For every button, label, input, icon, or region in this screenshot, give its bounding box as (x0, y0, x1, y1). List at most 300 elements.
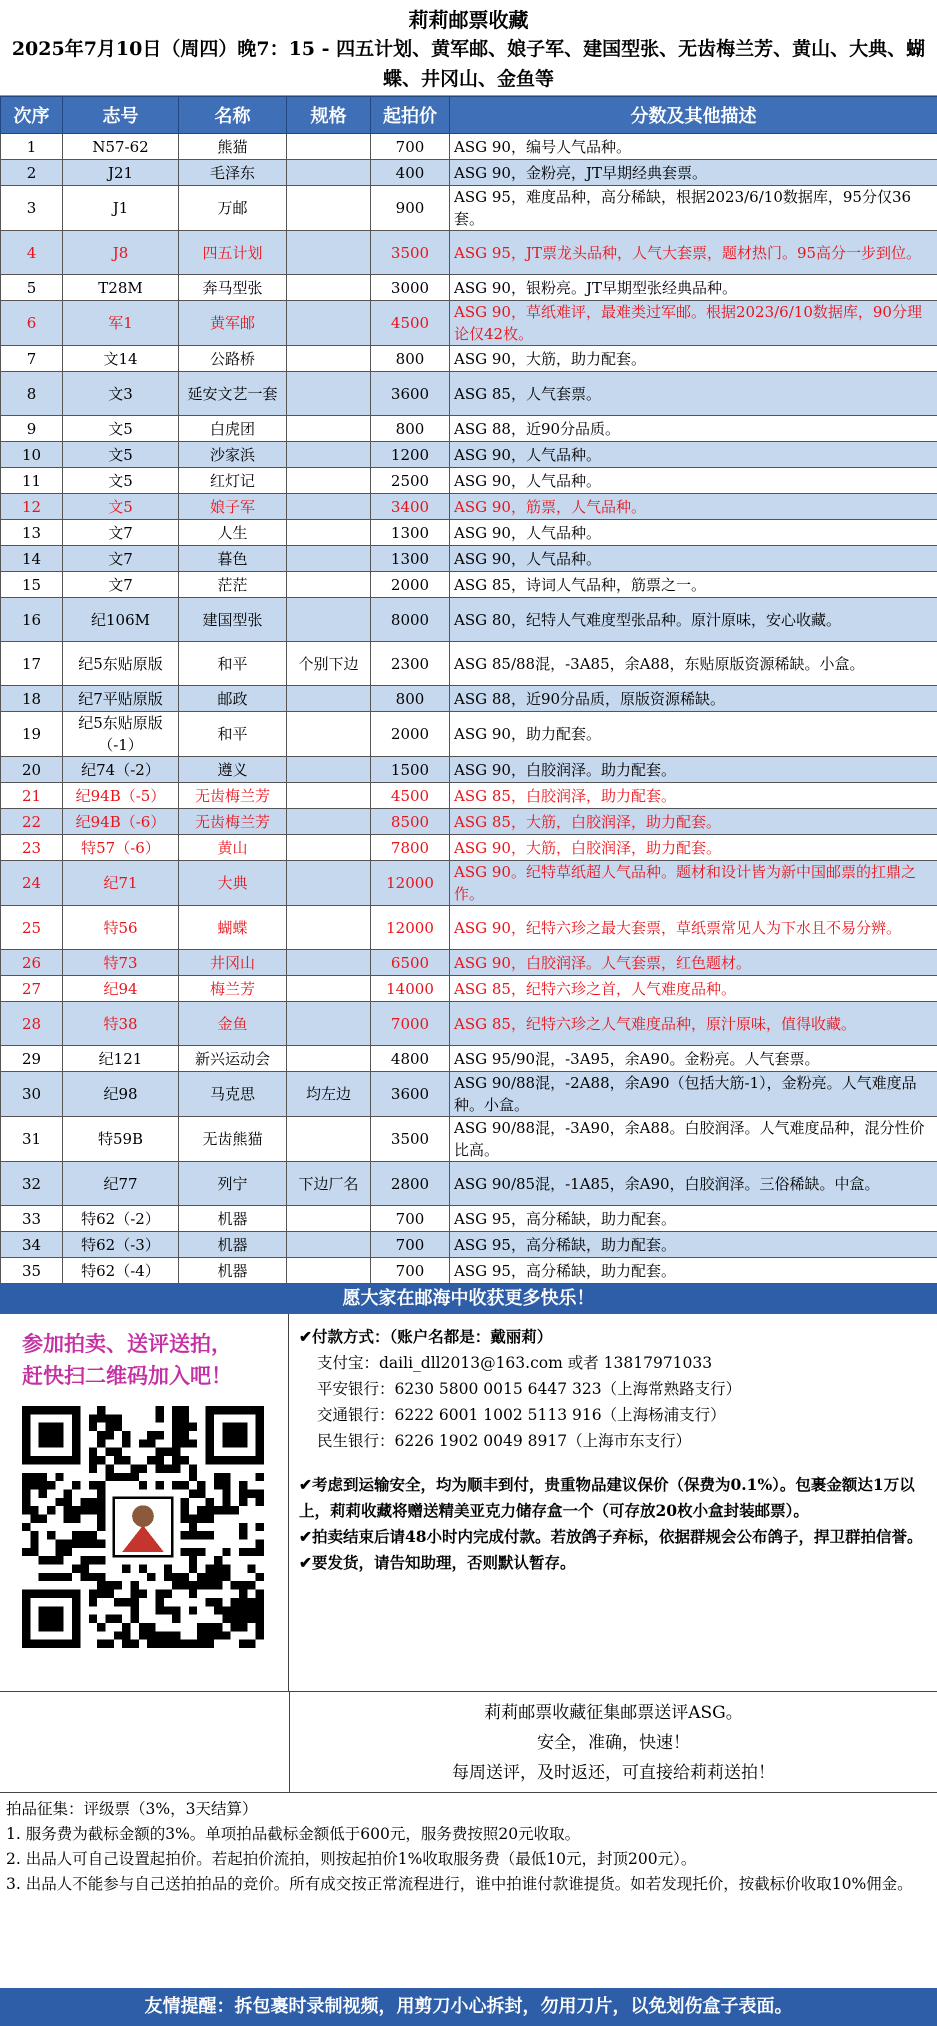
lot-spec (287, 809, 371, 835)
qr-module (30, 1540, 38, 1548)
qr-module (256, 1615, 264, 1623)
qr-module (89, 1423, 97, 1431)
lot-order: 8 (1, 372, 63, 416)
lot-code: 军1 (63, 301, 179, 346)
qr-module (231, 1598, 239, 1606)
table-row (1, 186, 937, 231)
lot-order: 25 (1, 906, 63, 950)
table-row (1, 160, 937, 186)
qr-module (114, 1423, 122, 1431)
lot-name: 黄军邮 (179, 301, 287, 346)
qr-module (22, 1506, 30, 1514)
qr-module (30, 1481, 38, 1489)
table-row (1, 231, 937, 275)
lot-order: 35 (1, 1258, 63, 1284)
lot-code: 纪5东贴原版（-1） (63, 712, 179, 757)
qr-module (247, 1615, 255, 1623)
lot-name: 白虎团 (179, 416, 287, 442)
lot-order: 33 (1, 1206, 63, 1232)
lot-start-price: 700 (371, 1206, 450, 1232)
qr-module (172, 1464, 180, 1472)
lot-start-price: 4500 (371, 783, 450, 809)
lot-spec (287, 712, 371, 757)
qr-module (197, 1514, 205, 1522)
qr-module (156, 1598, 164, 1606)
lot-name: 和平 (179, 712, 287, 757)
lot-start-price: 1500 (371, 757, 450, 783)
payment-bocom: 交通银行：6222 6001 1002 5113 916（上海杨浦支行） (317, 1406, 726, 1424)
table-row (1, 1046, 937, 1072)
lot-spec (287, 1002, 371, 1046)
qr-module (139, 1565, 147, 1573)
lot-start-price: 3500 (371, 1117, 450, 1162)
lot-code: 纪121 (63, 1046, 179, 1072)
qr-module (97, 1523, 105, 1531)
lot-code: 特38 (63, 1002, 179, 1046)
lot-spec (287, 186, 371, 231)
lot-code: 纪106M (63, 598, 179, 642)
lot-description: ASG 90/85混，-1A85，余A90，白胶润泽。三俗稀缺。中盒。 (450, 1162, 937, 1206)
qr-module (47, 1573, 55, 1581)
qr-module (189, 1473, 197, 1481)
lot-name: 万邮 (179, 186, 287, 231)
lot-name: 无齿梅兰芳 (179, 783, 287, 809)
lot-name: 毛泽东 (179, 160, 287, 186)
lots-table-body (1, 134, 937, 1284)
lot-spec (287, 757, 371, 783)
lot-spec (287, 861, 371, 906)
qr-module (172, 1640, 180, 1648)
qr-module (214, 1556, 222, 1564)
qr-module (189, 1439, 197, 1447)
qr-module (214, 1573, 222, 1581)
lot-code: N57-62 (63, 134, 179, 160)
qr-module (122, 1439, 130, 1447)
qr-module (239, 1481, 247, 1489)
qr-module (256, 1590, 264, 1598)
invite-text-1: 参加拍卖、送评送拍， (22, 1331, 232, 1356)
qr-module (89, 1448, 97, 1456)
lot-description: ASG 95，JT票龙头品种，人气大套票，题材热门。95高分一步到位。 (450, 231, 937, 275)
lot-start-price: 6500 (371, 950, 450, 976)
lot-name: 黄山 (179, 835, 287, 861)
qr-module (247, 1640, 255, 1648)
col-header-order: 次序 (1, 97, 63, 134)
qr-module (156, 1606, 164, 1614)
qr-module (214, 1481, 222, 1489)
qr-module (231, 1615, 239, 1623)
qr-module (231, 1623, 239, 1631)
col-header-code: 志号 (63, 97, 179, 134)
qr-module (247, 1548, 255, 1556)
lot-name: 遵义 (179, 757, 287, 783)
qr-module (55, 1540, 63, 1548)
lot-order: 15 (1, 572, 63, 598)
lot-name: 列宁 (179, 1162, 287, 1206)
qr-module (105, 1640, 113, 1648)
qr-module (256, 1573, 264, 1581)
lot-order: 26 (1, 950, 63, 976)
qr-module (30, 1514, 38, 1522)
lot-spec (287, 598, 371, 642)
qr-module (214, 1623, 222, 1631)
qr-module (239, 1615, 247, 1623)
qr-module (239, 1581, 247, 1589)
lot-description: ASG 95，高分稀缺，助力配套。 (450, 1206, 937, 1232)
qr-module (89, 1506, 97, 1514)
lot-spec (287, 1258, 371, 1284)
lot-start-price: 4500 (371, 301, 450, 346)
qr-module (256, 1473, 264, 1481)
qr-module (64, 1514, 72, 1522)
qr-module (89, 1498, 97, 1506)
qr-module (189, 1423, 197, 1431)
table-row (1, 1072, 937, 1117)
lot-spec: 下边厂名 (287, 1162, 371, 1206)
lot-description: ASG 85，诗词人气品种，筋票之一。 (450, 572, 937, 598)
qr-module (130, 1615, 138, 1623)
lot-start-price: 8500 (371, 809, 450, 835)
table-row (1, 598, 937, 642)
lot-code: 纪5东贴原版 (63, 642, 179, 686)
lot-description: ASG 90，人气品种。 (450, 546, 937, 572)
qr-module (89, 1540, 97, 1548)
qr-module (231, 1581, 239, 1589)
lot-start-price: 700 (371, 1258, 450, 1284)
qr-module (122, 1456, 130, 1464)
lot-order: 4 (1, 231, 63, 275)
qr-module (222, 1631, 230, 1639)
rules-section (0, 1793, 937, 1897)
qr-module (97, 1540, 105, 1548)
qr-code-icon[interactable] (22, 1406, 264, 1648)
qr-module (130, 1581, 138, 1589)
lot-start-price: 7800 (371, 835, 450, 861)
lot-spec (287, 346, 371, 372)
qr-module (114, 1448, 122, 1456)
payment-alipay: 支付宝：daili_dll2013@163.com 或者 13817971033 (317, 1354, 713, 1372)
lot-code: 文5 (63, 468, 179, 494)
lot-description: ASG 90，筋票，人气品种。 (450, 494, 937, 520)
lot-code: 文7 (63, 546, 179, 572)
qr-module (181, 1439, 189, 1447)
lot-name: 马克思 (179, 1072, 287, 1117)
lot-spec (287, 950, 371, 976)
lot-name: 红灯记 (179, 468, 287, 494)
qr-module (156, 1414, 164, 1422)
qr-module (55, 1548, 63, 1556)
lot-order: 10 (1, 442, 63, 468)
lot-start-price: 3600 (371, 372, 450, 416)
qr-module (89, 1615, 97, 1623)
qr-module (172, 1423, 180, 1431)
lot-description: ASG 95/90混，-3A95，余A90。金粉亮。人气套票。 (450, 1046, 937, 1072)
qr-module (172, 1456, 180, 1464)
qr-module (214, 1606, 222, 1614)
table-row (1, 976, 937, 1002)
rule-3: 3. 出品人不能参与自己送拍拍品的竞价。所有成交按正常流程进行，谁中拍谁付款谁提货。如若发现托价，按截标价收取10%佣金。 (6, 1875, 913, 1893)
qr-module (89, 1481, 97, 1489)
rule-2: 2. 出品人可自己设置起拍价。若起拍价流拍，则按起拍价1%收取服务费（最低10元，封顶200元）。 (6, 1850, 697, 1868)
qr-module (156, 1640, 164, 1648)
qr-module (47, 1481, 55, 1489)
qr-module (239, 1606, 247, 1614)
lot-name: 机器 (179, 1232, 287, 1258)
qr-module (181, 1506, 189, 1514)
lot-start-price: 1300 (371, 520, 450, 546)
lot-code: 纪94B（-5） (63, 783, 179, 809)
shipping-note: ✔考虑到运输安全，均为顺丰到付，贵重物品建议保价（保费为0.1%）。包裹金额达1万以上，莉莉收藏将赠送精美亚克力储存盒一个（可存放20枚小盒封装邮票）。 (299, 1475, 915, 1520)
qr-module (206, 1623, 214, 1631)
qr-module (156, 1464, 164, 1472)
qr-module (139, 1481, 147, 1489)
lot-description: ASG 90，纪特六珍之最大套票，草纸票常见人为下水且不易分辨。 (450, 906, 937, 950)
lot-description: ASG 85，大筋，白胶润泽，助力配套。 (450, 809, 937, 835)
qr-module (30, 1473, 38, 1481)
table-row (1, 1002, 937, 1046)
col-header-spec: 规格 (287, 97, 371, 134)
lot-start-price: 800 (371, 686, 450, 712)
qr-module (189, 1523, 197, 1531)
qr-module (147, 1640, 155, 1648)
lots-table (0, 96, 937, 1284)
qr-module (172, 1414, 180, 1422)
qr-module (30, 1548, 38, 1556)
lot-spec (287, 835, 371, 861)
lot-name: 沙家浜 (179, 442, 287, 468)
qr-module (122, 1640, 130, 1648)
qr-module (114, 1598, 122, 1606)
qr-module (164, 1464, 172, 1472)
lot-name: 金鱼 (179, 1002, 287, 1046)
qr-module (80, 1506, 88, 1514)
lot-code: 文5 (63, 416, 179, 442)
qr-module (197, 1489, 205, 1497)
lot-order: 23 (1, 835, 63, 861)
qr-module (164, 1590, 172, 1598)
invite-panel (0, 1314, 289, 1691)
lot-description: ASG 85，纪特六珍之人气难度品种，原汁原味，值得收藏。 (450, 1002, 937, 1046)
qr-module (164, 1631, 172, 1639)
qr-module (222, 1506, 230, 1514)
lot-order: 19 (1, 712, 63, 757)
qr-module (139, 1464, 147, 1472)
qr-module (89, 1414, 97, 1422)
qr-module (30, 1531, 38, 1539)
lot-code: 特73 (63, 950, 179, 976)
lot-start-price: 2500 (371, 468, 450, 494)
qr-module (214, 1565, 222, 1573)
lot-order: 16 (1, 598, 63, 642)
lot-description: ASG 90，人气品种。 (450, 468, 937, 494)
qr-module (64, 1573, 72, 1581)
qr-module (197, 1506, 205, 1514)
qr-module (105, 1473, 113, 1481)
lot-description: ASG 90，人气品种。 (450, 520, 937, 546)
qr-module (89, 1531, 97, 1539)
lot-order: 32 (1, 1162, 63, 1206)
qr-module (147, 1623, 155, 1631)
qr-module (89, 1598, 97, 1606)
qr-module (189, 1464, 197, 1472)
qr-module (147, 1573, 155, 1581)
qr-module (97, 1573, 105, 1581)
qr-module (97, 1590, 105, 1598)
lot-code: 特62（-3） (63, 1232, 179, 1258)
table-row (1, 134, 937, 160)
lot-order: 9 (1, 416, 63, 442)
lot-code: 纪77 (63, 1162, 179, 1206)
qr-module (189, 1531, 197, 1539)
lot-name: 无齿梅兰芳 (179, 809, 287, 835)
qr-module (206, 1506, 214, 1514)
table-row (1, 757, 937, 783)
qr-module (72, 1531, 80, 1539)
qr-module (206, 1498, 214, 1506)
qr-module (164, 1448, 172, 1456)
lot-order: 1 (1, 134, 63, 160)
lot-order: 31 (1, 1117, 63, 1162)
collect-line-1: 莉莉邮票收藏征集邮票送评ASG。 (484, 1703, 743, 1723)
qr-module (130, 1464, 138, 1472)
col-header-name: 名称 (179, 97, 287, 134)
lot-description: ASG 90/88混，-3A90，余A88。白胶润泽。人气难度品种，混分性价比高。 (450, 1117, 937, 1162)
qr-module (172, 1615, 180, 1623)
lot-code: 特62（-4） (63, 1258, 179, 1284)
lot-code: 文3 (63, 372, 179, 416)
lot-order: 24 (1, 861, 63, 906)
lot-description: ASG 90，编号人气品种。 (450, 134, 937, 160)
table-row (1, 906, 937, 950)
qr-module (256, 1489, 264, 1497)
lot-name: 暮色 (179, 546, 287, 572)
lot-order: 11 (1, 468, 63, 494)
qr-module (114, 1631, 122, 1639)
lot-name: 机器 (179, 1206, 287, 1232)
qr-module (214, 1506, 222, 1514)
qr-module (181, 1640, 189, 1648)
lot-start-price: 700 (371, 1232, 450, 1258)
qr-module (197, 1548, 205, 1556)
qr-module (97, 1406, 105, 1414)
qr-module (181, 1514, 189, 1522)
lot-name: 茫茫 (179, 572, 287, 598)
lot-spec (287, 520, 371, 546)
lot-description: ASG 90，白胶润泽。助力配套。 (450, 757, 937, 783)
qr-module (97, 1431, 105, 1439)
table-row (1, 1258, 937, 1284)
lot-code: 特59B (63, 1117, 179, 1162)
table-row (1, 275, 937, 301)
table-row (1, 783, 937, 809)
lot-spec (287, 468, 371, 494)
table-row (1, 372, 937, 416)
lot-description: ASG 85/88混，-3A85，余A88，东贴原版资源稀缺。小盒。 (450, 642, 937, 686)
lot-spec (287, 1206, 371, 1232)
lot-start-price: 4800 (371, 1046, 450, 1072)
qr-module (89, 1464, 97, 1472)
payment-title: ✔付款方式：（账户名都是：戴丽莉） (299, 1327, 553, 1346)
lot-name: 奔马型张 (179, 275, 287, 301)
qr-module (247, 1489, 255, 1497)
qr-module (181, 1581, 189, 1589)
qr-module (156, 1631, 164, 1639)
lot-order: 34 (1, 1232, 63, 1258)
qr-module (172, 1448, 180, 1456)
lot-description: ASG 90，草纸难评，最难类过军邮。根据2023/6/10数据库，90分理论仅42枚。 (450, 301, 937, 346)
lot-name: 建国型张 (179, 598, 287, 642)
qr-module (181, 1481, 189, 1489)
qr-module (97, 1439, 105, 1447)
lot-description: ASG 90，助力配套。 (450, 712, 937, 757)
qr-module (39, 1556, 47, 1564)
qr-module (181, 1406, 189, 1414)
lot-start-price: 12000 (371, 906, 450, 950)
qr-module (97, 1456, 105, 1464)
delivery-note: ✔要发货，请告知助理，否则默认暂存。 (299, 1553, 576, 1572)
lot-order: 2 (1, 160, 63, 186)
qr-module (47, 1506, 55, 1514)
lot-spec (287, 442, 371, 468)
qr-module (197, 1481, 205, 1489)
lot-order: 28 (1, 1002, 63, 1046)
qr-module (105, 1464, 113, 1472)
table-row (1, 468, 937, 494)
qr-module (239, 1489, 247, 1497)
qr-module (97, 1506, 105, 1514)
lot-description: ASG 88，近90分品质，原版资源稀缺。 (450, 686, 937, 712)
qr-module (189, 1565, 197, 1573)
qr-module (22, 1548, 30, 1556)
qr-module (189, 1548, 197, 1556)
lot-start-price: 800 (371, 416, 450, 442)
qr-module (214, 1598, 222, 1606)
qr-module (206, 1581, 214, 1589)
qr-module (239, 1523, 247, 1531)
lot-start-price: 3500 (371, 231, 450, 275)
lot-name: 梅兰芳 (179, 976, 287, 1002)
qr-module (222, 1606, 230, 1614)
lot-description: ASG 90，人气品种。 (450, 442, 937, 468)
lot-code: 文7 (63, 520, 179, 546)
qr-module (206, 1514, 214, 1522)
qr-module (189, 1489, 197, 1497)
qr-module (114, 1414, 122, 1422)
lot-description: ASG 85，白胶润泽，助力配套。 (450, 783, 937, 809)
qr-module (247, 1581, 255, 1589)
qr-module (122, 1631, 130, 1639)
qr-module (206, 1640, 214, 1648)
qr-module (55, 1556, 63, 1564)
lot-name: 新兴运动会 (179, 1046, 287, 1072)
qr-module (97, 1623, 105, 1631)
lot-description: ASG 90，银粉亮。JT早期型张经典品种。 (450, 275, 937, 301)
qr-module (206, 1565, 214, 1573)
lot-spec (287, 231, 371, 275)
qr-module (156, 1406, 164, 1414)
qr-module (147, 1631, 155, 1639)
qr-module (47, 1556, 55, 1564)
col-header-desc: 分数及其他描述 (450, 97, 937, 134)
payment-minsheng: 民生银行：6226 1902 0049 8917（上海市东支行） (317, 1432, 692, 1450)
qr-module (172, 1606, 180, 1614)
qr-module (97, 1581, 105, 1589)
qr-module (222, 1473, 230, 1481)
qr-module (80, 1498, 88, 1506)
qr-module (222, 1498, 230, 1506)
lot-code: 纪98 (63, 1072, 179, 1117)
qr-module (72, 1565, 80, 1573)
